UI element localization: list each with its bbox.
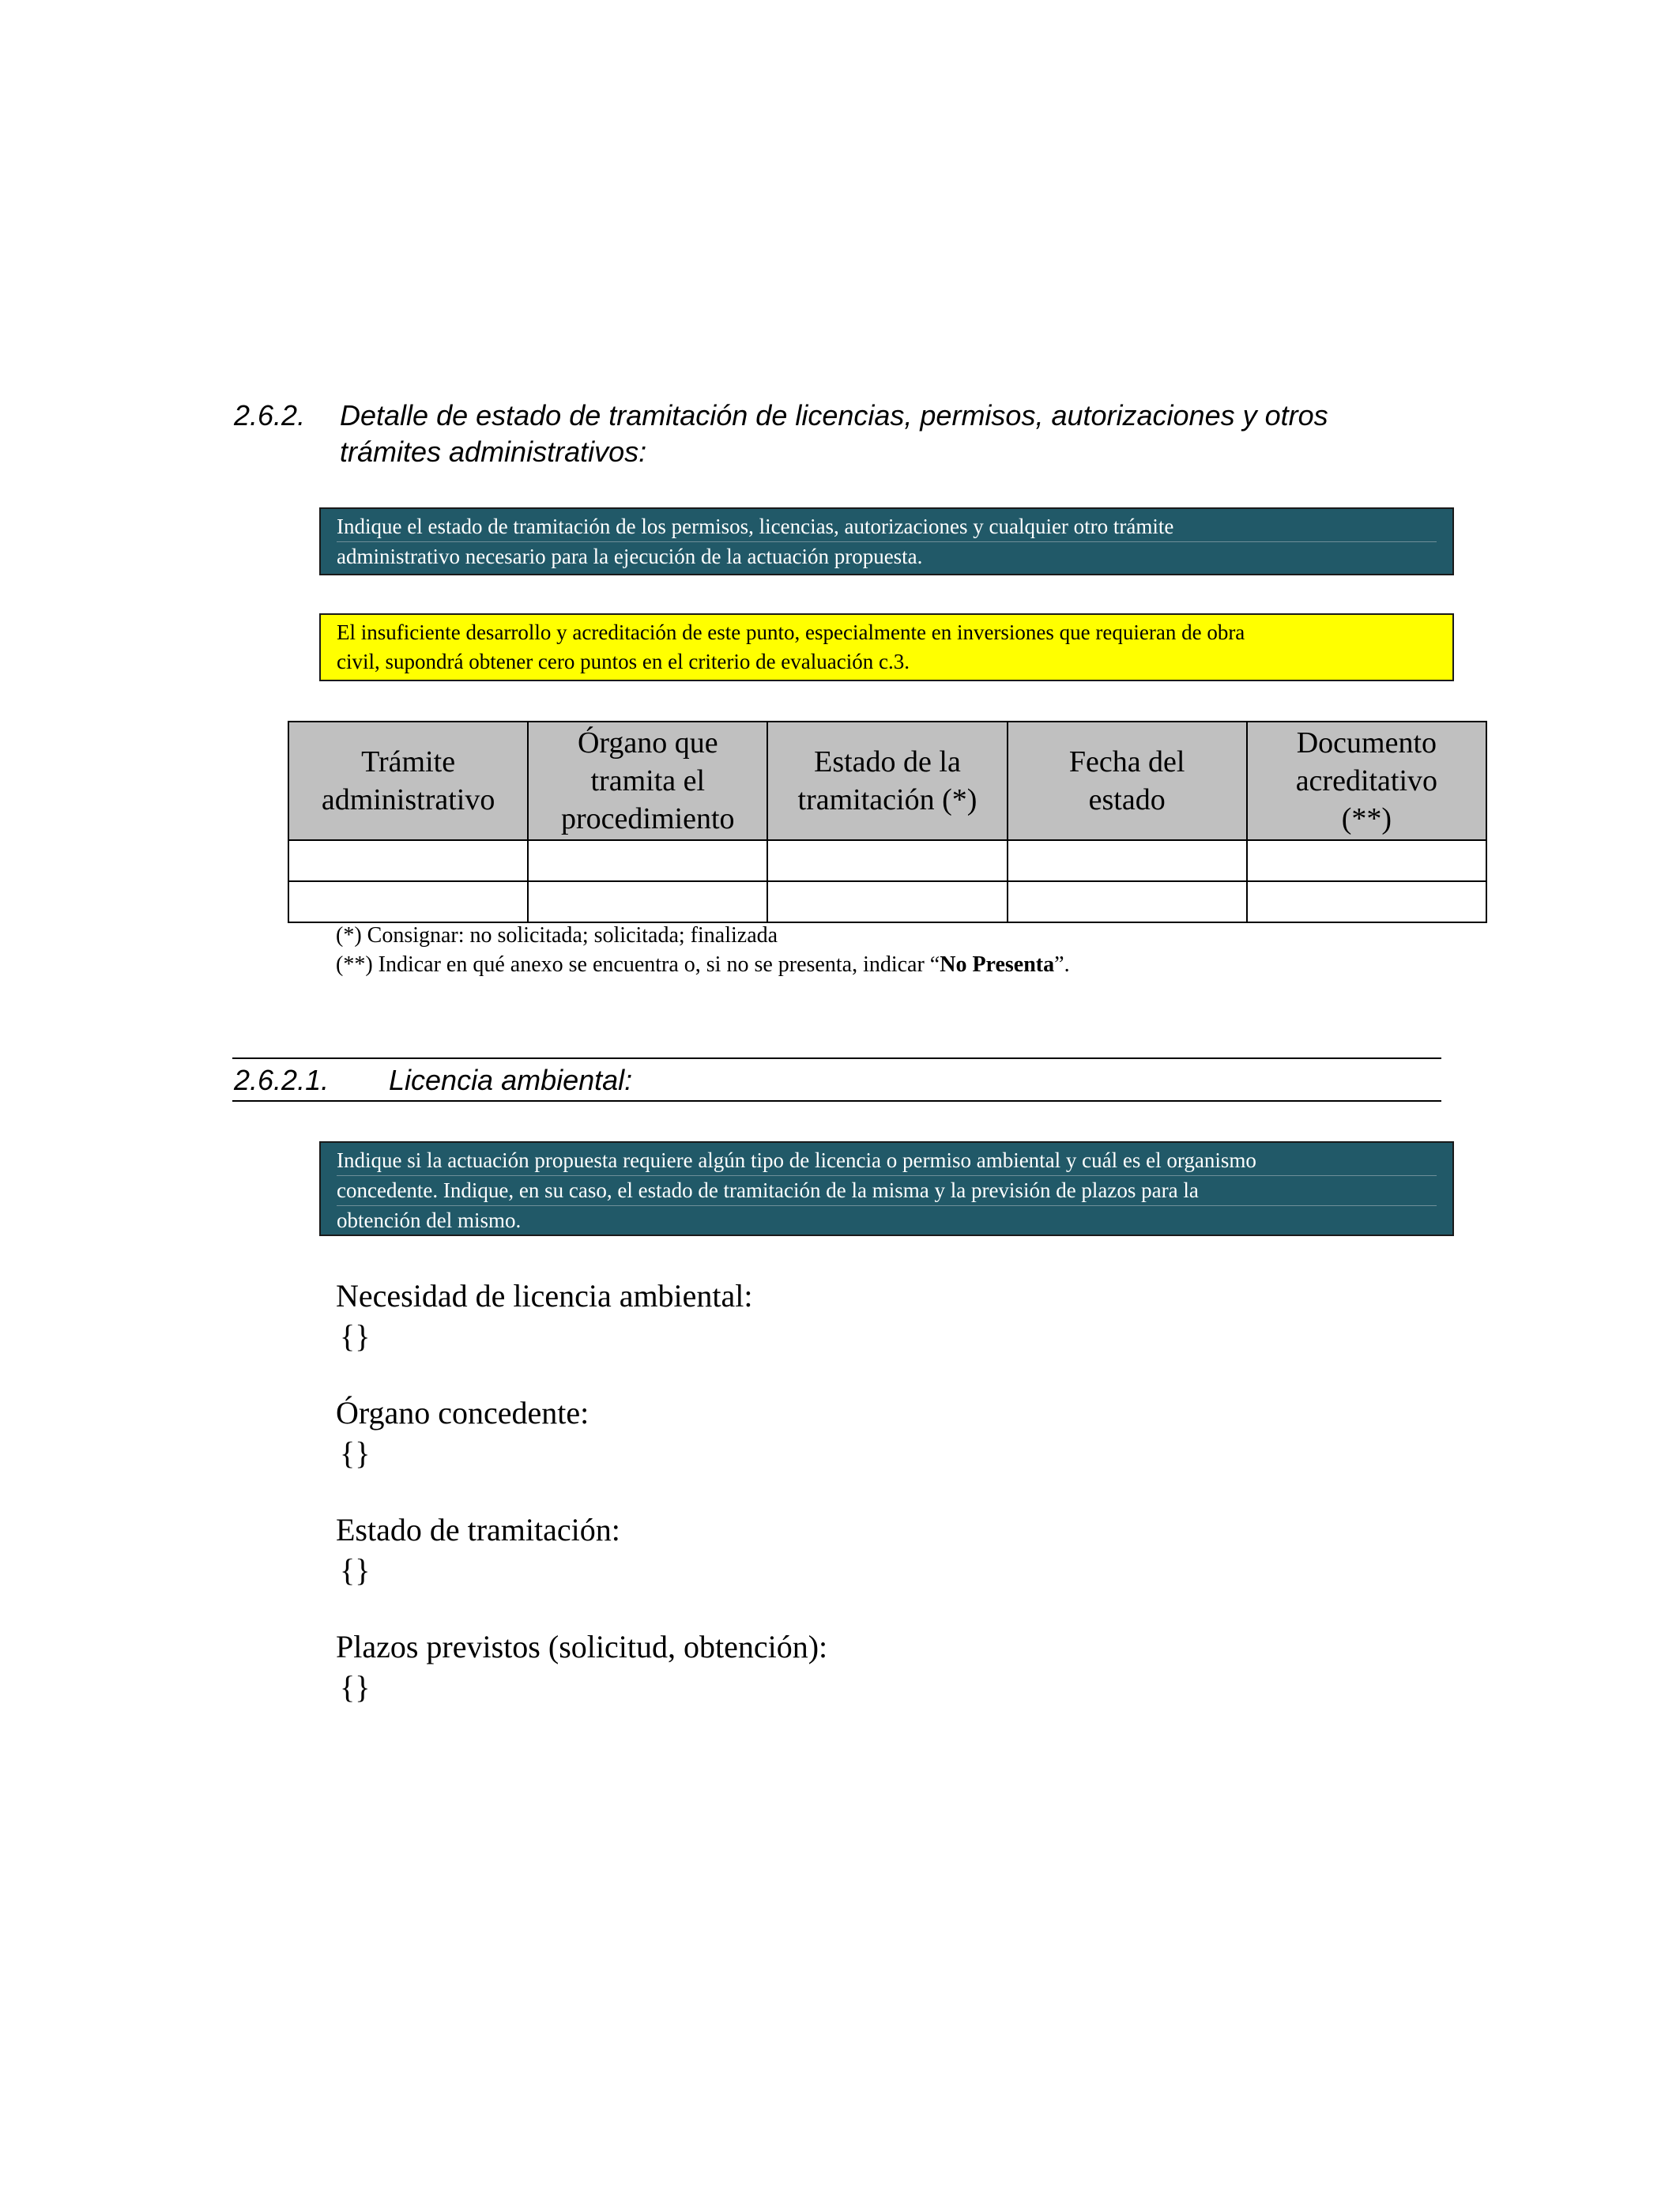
table-cell[interactable] [767,840,1007,881]
header-text: administrativo [321,783,495,816]
section-number: 2.6.2. [234,399,306,432]
table-note-1: (*) Consignar: no solicitada; solicitada; finalizada [336,923,778,948]
field-value-organo[interactable]: {} [340,1435,371,1471]
header-tramite [288,722,528,840]
table-cell[interactable] [528,840,767,881]
field-label-necesidad: Necesidad de licencia ambiental: [336,1278,753,1314]
table-cell[interactable] [528,881,767,922]
divider-bottom [232,1100,1441,1102]
warning-line: civil, supondrá obtener cero puntos en el criterio de evaluación c.3. [337,650,910,673]
header-text: (**) [1341,802,1392,835]
header-fecha [1008,722,1247,840]
header-text: acreditativo [1295,764,1438,797]
header-text: Estado de la [814,745,961,778]
instruction-line: Indique el estado de tramitación de los permisos, licencias, autorizaciones y cualquier otro trámite [337,512,1437,542]
table-cell[interactable] [1008,840,1247,881]
header-text: Trámite [361,745,456,778]
instruction-box-environmental [319,1141,1454,1236]
field-value-estado[interactable]: {} [340,1552,371,1588]
note-emphasis: No Presenta [940,952,1055,977]
instruction-line: concedente. Indique, en su caso, el estado de tramitación de la misma y la previsión de plazos para la [337,1176,1437,1206]
field-label-organo: Órgano concedente: [336,1395,590,1431]
warning-box [319,613,1454,681]
field-value-plazos[interactable]: {} [340,1669,371,1705]
header-text: tramita el [590,764,706,797]
table-cell[interactable] [288,881,528,922]
table-cell[interactable] [1008,881,1247,922]
instruction-line: obtención del mismo. [337,1208,522,1232]
procedures-table [288,721,1487,923]
section-heading-2-6-2-1 [234,1062,1443,1099]
header-text: Documento [1296,726,1437,760]
section-heading-2-6-2 [234,398,1498,473]
note-text: ”. [1054,952,1070,977]
field-value-necesidad[interactable]: {} [340,1318,371,1354]
table-cell[interactable] [767,881,1007,922]
note-text: (**) Indicar en qué anexo se encuentra o, si no se presenta, indicar “ [336,952,940,977]
table-cell[interactable] [288,840,528,881]
divider-top [232,1057,1441,1059]
instruction-box [319,507,1454,575]
header-organo [528,722,767,840]
header-estado [767,722,1007,840]
table-cell[interactable] [1247,881,1486,922]
field-label-plazos: Plazos previstos (solicitud, obtención): [336,1629,828,1664]
instruction-line: administrativo necesario para la ejecución de la actuación propuesta. [337,545,923,568]
section-title: Licencia ambiental: [389,1064,633,1096]
table-row [288,881,1486,922]
table-row [288,840,1486,881]
header-documento [1247,722,1486,840]
header-text: Fecha del [1068,745,1185,778]
table-note-2 [336,951,1070,979]
field-label-estado: Estado de tramitación: [336,1512,620,1547]
header-text: estado [1088,783,1166,816]
section-number: 2.6.2.1. [234,1064,330,1096]
section-title-line-1: Detalle de estado de tramitación de licencias, permisos, autorizaciones y otros [340,399,1328,432]
table-cell[interactable] [1247,840,1486,881]
header-text: procedimiento [561,802,735,835]
header-text: Órgano que [577,726,718,760]
section-title-line-2: trámites administrativos: [340,435,647,468]
table-header-row [288,722,1486,840]
header-text: tramitación (*) [797,783,977,816]
instruction-line: Indique si la actuación propuesta requiere algún tipo de licencia o permiso ambiental y cuál es el organismo [337,1146,1437,1176]
warning-line: El insuficiente desarrollo y acreditación de este punto, especialmente en inversiones que requieran de obra [337,620,1245,644]
